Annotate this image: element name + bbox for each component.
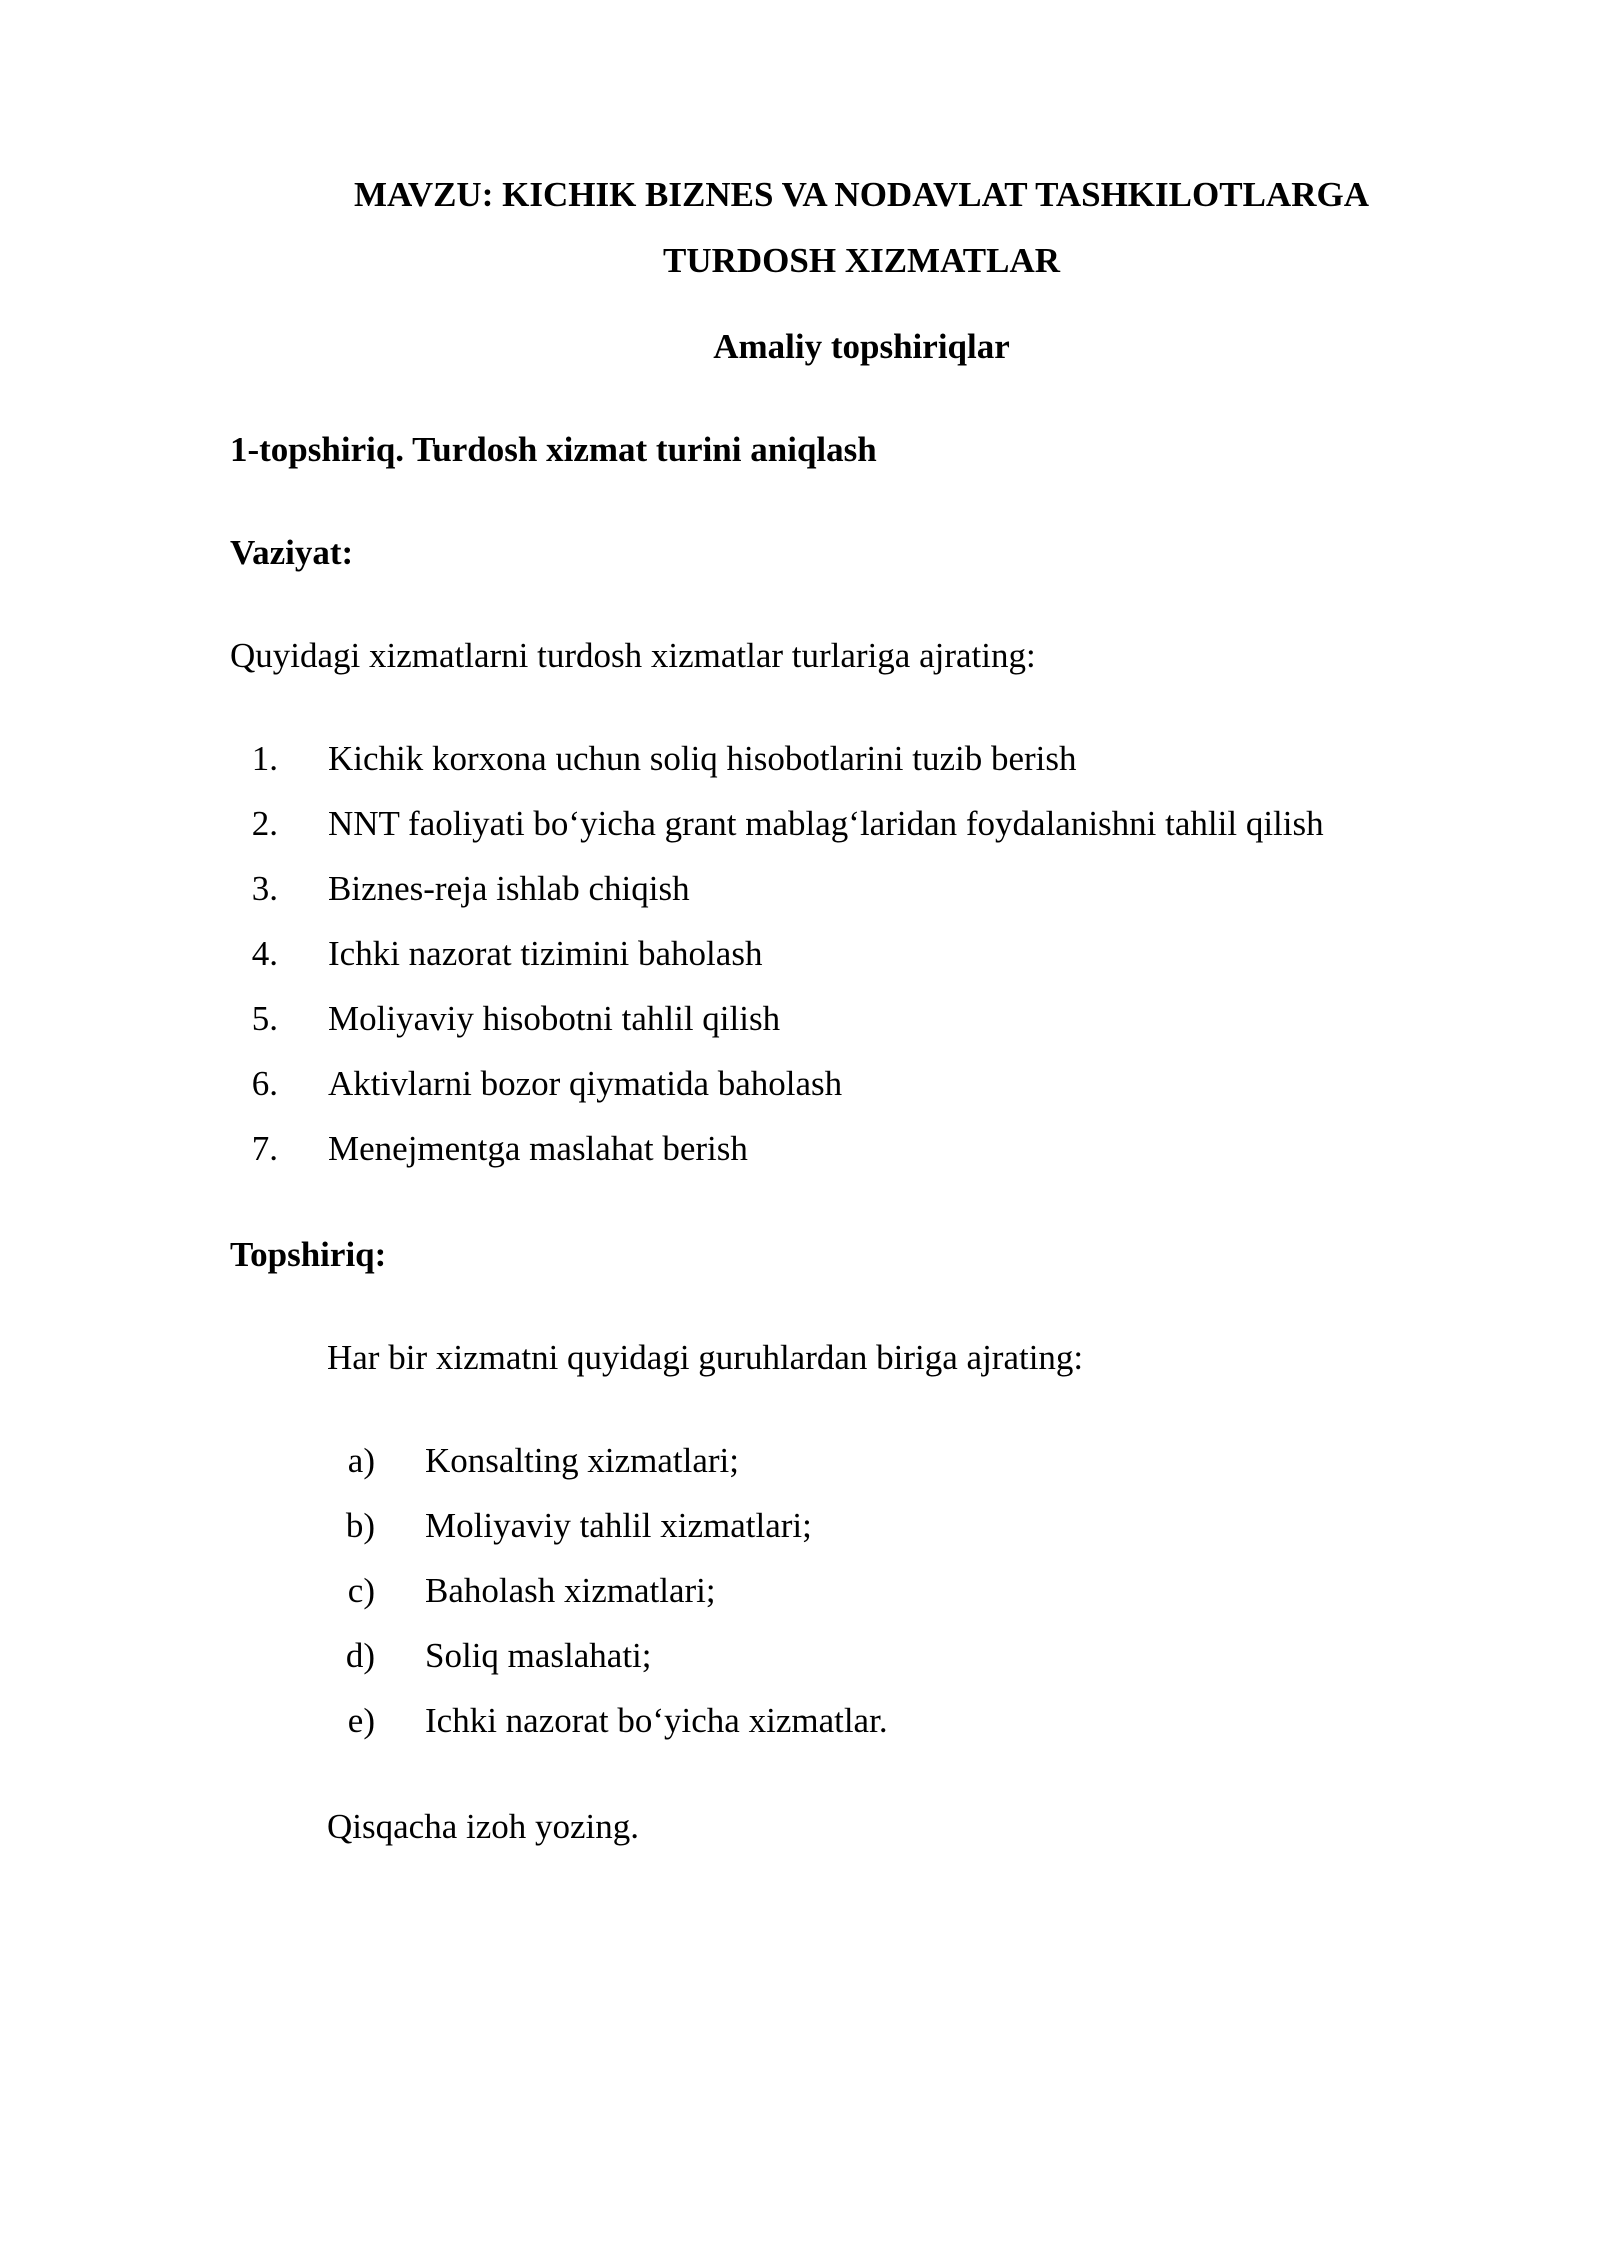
list-item-text: Moliyaviy hisobotni tahlil qilish (328, 999, 781, 1038)
list-item-text: Ichki nazorat tizimini baholash (328, 934, 763, 973)
list-item-marker: 3. (251, 869, 278, 908)
list-item-marker: 5. (251, 999, 278, 1038)
list-item-marker: a) (347, 1441, 375, 1480)
list-item-text: Konsalting xizmatlari; (425, 1441, 739, 1480)
document-title-line-1: MAVZU: KICHIK BIZNES VA NODAVLAT TASHKILOTLARGA (354, 175, 1369, 214)
list-item-text: Baholash xizmatlari; (425, 1571, 716, 1610)
list-item-text: Kichik korxona uchun soliq hisobotlarini tuzib berish (328, 739, 1077, 778)
document-subtitle: Amaliy topshiriqlar (713, 327, 1010, 366)
list-item-text: Biznes-reja ishlab chiqish (328, 869, 690, 908)
closing-instruction: Qisqacha izoh yozing. (327, 1807, 639, 1846)
list-item-marker: b) (345, 1506, 375, 1545)
list-item-marker: 1. (251, 739, 278, 778)
list-item-marker: 4. (251, 934, 278, 973)
list-item-marker: 7. (251, 1129, 278, 1168)
task-heading: 1-topshiriq. Turdosh xizmat turini aniqlash (230, 430, 877, 469)
document-title-line-2: TURDOSH XIZMATLAR (662, 241, 1061, 280)
list-item-text: Moliyaviy tahlil xizmatlari; (425, 1506, 812, 1545)
assignment-intro: Har bir xizmatni quyidagi guruhlardan biriga ajrating: (327, 1338, 1084, 1377)
list-item-marker: e) (347, 1701, 375, 1740)
situation-intro: Quyidagi xizmatlarni turdosh xizmatlar turlariga ajrating: (230, 636, 1036, 675)
situation-heading: Vaziyat: (230, 533, 354, 572)
list-item-text: Menejmentga maslahat berish (328, 1129, 748, 1168)
list-item-marker: c) (347, 1571, 375, 1610)
list-item-marker: 6. (251, 1064, 278, 1103)
list-item-marker: d) (345, 1636, 375, 1675)
list-item-text: Ichki nazorat bo‘yicha xizmatlar. (425, 1701, 888, 1740)
list-item-text: NNT faoliyati bo‘yicha grant mablag‘laridan foydalanishni tahlil qilish (328, 804, 1324, 843)
list-item-text: Aktivlarni bozor qiymatida baholash (328, 1064, 843, 1103)
assignment-heading: Topshiriq: (230, 1235, 387, 1274)
list-item-marker: 2. (251, 804, 278, 843)
list-item-text: Soliq maslahati; (425, 1636, 652, 1675)
